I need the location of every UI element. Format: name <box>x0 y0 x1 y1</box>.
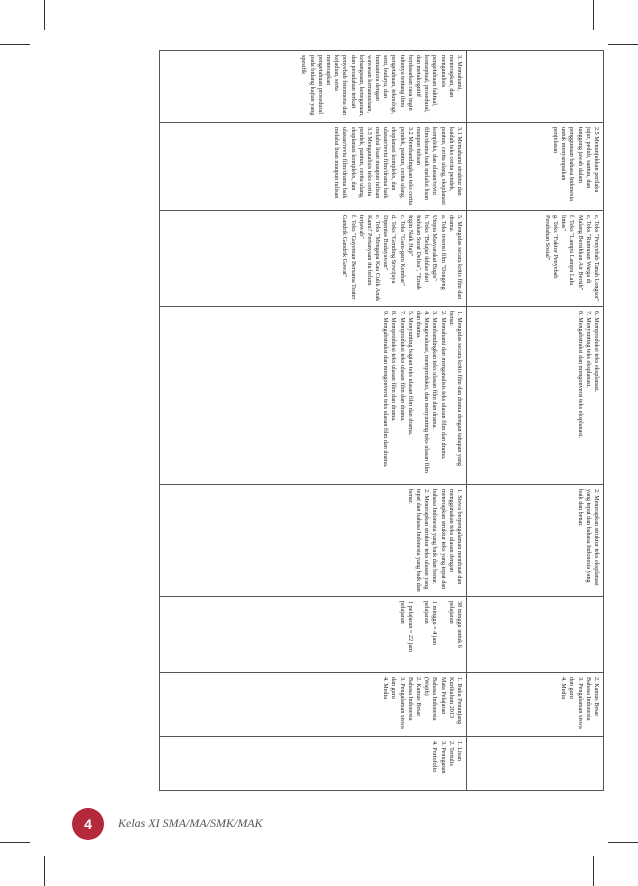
crop-mark <box>44 0 45 30</box>
materi-item: f. Teks "Lampu Lampu Lalu lintas" <box>560 215 576 286</box>
cell-ki: 3. Memahami, menerapkan, dan menganalisis pengetahuan faktual, konseptual, prosedural, dan metakognitif berdasarkan rasa ingin tahunya tentang ilmu pengetahuan, teknologi, seni, budaya, dan humaniora dengan wawasan kemanusiaan, kebangsaan, kenegaraan, dan peradaban terkait penyebab fenomena dan kejadian, serta menerapkan pengetahuan prosedural pada bidang kajian yang spesifik <box>160 51 467 123</box>
kegiatan-item: 1. Mengulas secara kritis film dan drama dengan tahapan yang benar. <box>447 311 463 466</box>
crop-mark <box>608 842 638 843</box>
kd-item: 3.3 Menganalisis teks cerita pendek, pantun, cerita ulang, eksplanasi kompleks, dan ulasan/reviu film/drama baik melalui lisan maupun tulisan <box>333 127 373 199</box>
kegiatan-item: 2. Memahami dan menganalisis teks ulasan film dan drama. <box>439 311 447 460</box>
table-row <box>160 51 467 791</box>
kd-item: 3.2 Membandingkan teks cerita pendek, pantun, cerita ulang, eksplanasi kompleks, dan ulasan/reviu film/drama baik melalui lisan maupun tulisan <box>374 127 414 206</box>
crop-mark <box>0 842 30 843</box>
cell-waktu <box>467 597 604 673</box>
materi-item: 5. Mengulas secara kritis film dan drama. <box>447 215 463 300</box>
cell-sumber <box>467 673 604 737</box>
materi-item: f. Teks "Gayeman Bersama Teater Gandrik Gandrik Gawat" <box>341 215 357 300</box>
waktu-item: 38 minggu untuk 6 pelajaran <box>447 601 463 648</box>
page-number-badge: 4 <box>72 808 104 840</box>
waktu-item: 1 pelajaran = 22 jam pelajaran <box>398 601 414 652</box>
cell-kegiatan <box>467 307 604 485</box>
kegiatan-item: 7. Menyunting teks eksplanasi. <box>584 311 592 388</box>
penilaian-item: 1. Siswa berpengalaman membuat dan menggunakan teks ulasan dengan menerapkan struktur teks yang tepat dan bahasa Indonesia yang baik dan benar. <box>431 489 463 590</box>
materi-item: d. Teks "Gending Sriwijaya Dipentas Budayawan" <box>382 215 398 284</box>
table-row <box>467 51 604 791</box>
cell-jenis <box>467 737 604 791</box>
syllabus-table <box>159 50 604 791</box>
rotated-table-area <box>94 50 604 790</box>
crop-mark <box>593 856 594 886</box>
cell-ki <box>467 51 604 123</box>
sumber-item: 2. Kamus Besar Bahasa Indonesia <box>584 677 600 721</box>
materi-item: e. Teks "Rumusan Warga di Malang Bersihkan Air Bersih" <box>576 215 592 291</box>
crop-mark <box>0 44 30 45</box>
cell-materi <box>467 211 604 307</box>
penilaian-item: 2. Menerapkan struktur teks ulasan yang tepat dan bahasa Indonesia yang baik dan benar. <box>406 489 431 592</box>
book-title: Kelas XI SMA/MA/SMK/MAK <box>118 816 263 830</box>
materi-item: g. Teks "Faktor Penyebab Perubahan Sosial" <box>543 215 560 279</box>
jenis-item: 3. Penugasan <box>439 741 447 774</box>
kegiatan-item: 3. Membandingkan teks ulasan film dan drama. <box>431 311 439 429</box>
kegiatan-item: 5. Menyunting bagian teks ulasan film dan drama. <box>406 311 414 436</box>
kegiatan-item: 7. Memproduksi teks ulasan film dan drama. <box>398 311 406 422</box>
sumber-item: 4. Media <box>382 677 390 699</box>
crop-mark <box>593 0 594 30</box>
cell-penilaian <box>160 485 467 597</box>
kegiatan-item: 6. Memproduksi teks eksplanasi. <box>593 311 600 393</box>
cell-kegiatan <box>160 307 467 485</box>
sumber-item: 1. Buku Penunjang Kurikulum 2013 Mata Pelajaran Bahasa Indonesia (Wajib) <box>423 677 463 725</box>
cell-kd <box>160 123 467 211</box>
kegiatan-item: 9. Mengabstraksi dan mengonversi teks ulasan film dan drama. <box>382 311 390 468</box>
jenis-item: 1. Lisan <box>456 741 463 761</box>
kegiatan-item: 8. Memproduksi teks ulasan film dan drama. <box>390 311 398 422</box>
materi-item: c. Teks "Garu-garu Kembar" <box>398 215 406 286</box>
waktu-item: 1 minggu = 4 jam pelajaran <box>423 601 439 646</box>
materi-item: b. Teks "Belajar ikhlas dari Indukan Surat Delisa", "Emak Ingin Naik Haji" <box>406 215 431 290</box>
cell-jenis <box>160 737 467 791</box>
crop-mark <box>44 856 45 886</box>
cell-materi <box>160 211 467 307</box>
materi-item: a. Teks resensi film "Dongeng Utopia Masyarakat Bugis" <box>431 215 447 290</box>
cell-waktu <box>160 597 467 673</box>
sumber-item: 2. Kamus Besar Bahasa Indonesia <box>406 677 423 721</box>
jenis-item: 2. Tertulis <box>447 741 455 766</box>
sumber-item: 4. Media <box>560 677 568 699</box>
materi-item: e. Teks "Mengapa Kau Culik Anak Kami? Pertanyaan itu belum terjawab" <box>357 215 382 302</box>
crop-mark <box>608 44 638 45</box>
kegiatan-item: 8. Mengabstraksi dan mengonversi teks eksplanasi. <box>576 311 584 438</box>
cell-kd: 2.5 Menunjukkan perilaku jujur, peduli, santun, dan tanggung jawab dalam penggunaan bahasa Indonesia untuk menyampaikan penjelasan <box>467 123 604 211</box>
page-footer <box>72 808 638 840</box>
kd-item: 3.1 Memahami struktur dan kaidah teks cerita pendek, pantun, cerita ulang, eksplanasi kompleks, dan ulasan/reviu film/drama baik melalui lisan maupun tulisan <box>415 127 463 205</box>
cell-penilaian: 2. Menerapkan struktur teks eksplanasi yang tepat dan bahasa Indonesia yang baik dan benar. <box>467 485 604 597</box>
syllabus-table-rotated <box>94 50 604 790</box>
sumber-item: 3. Pengalaman siswa dan guru <box>390 677 406 729</box>
cell-sumber <box>160 673 467 737</box>
kegiatan-item: 4. Mengevaluasi, memproduksi, dan menyunting teks ulasan film dan drama. <box>415 311 431 473</box>
sumber-item: 3. Pengalaman siswa dan guru <box>568 677 584 729</box>
jenis-item: 4. Portofolio <box>431 741 439 773</box>
materi-item: e. Teks "Penyebab Tanah Longsor" <box>593 215 600 302</box>
